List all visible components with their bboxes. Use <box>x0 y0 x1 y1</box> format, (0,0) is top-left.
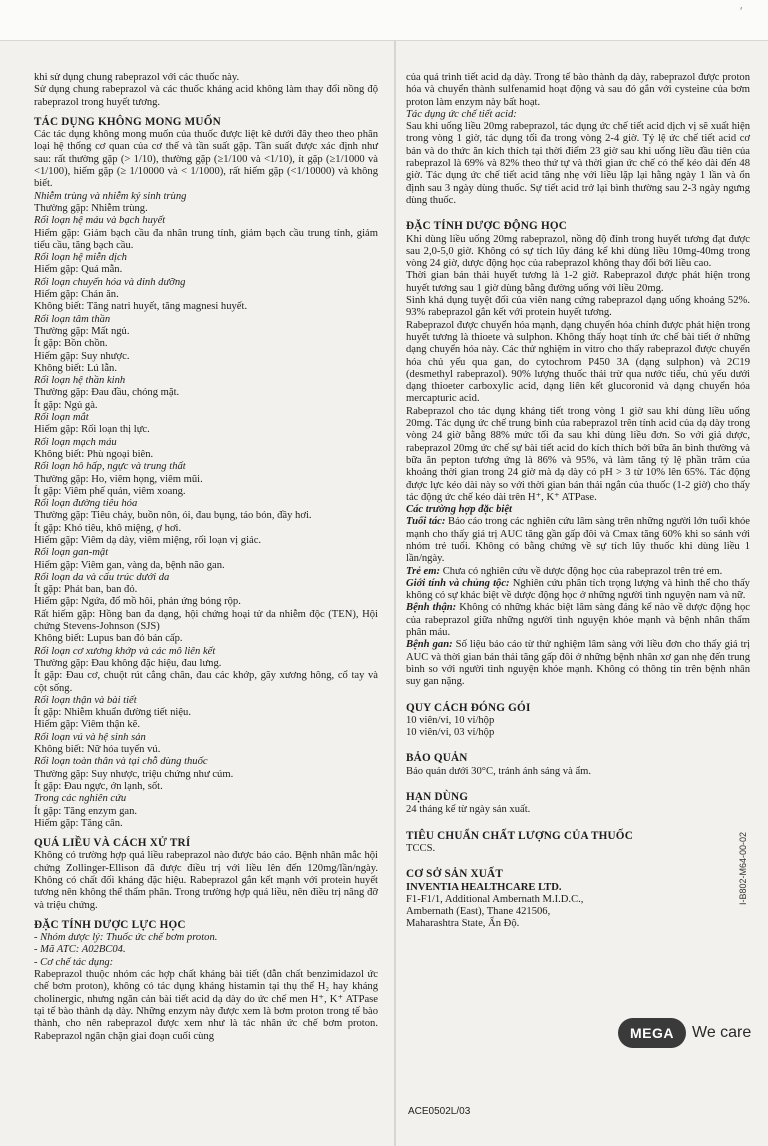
adverse-list <box>34 191 378 830</box>
adverse-frequency-line: Không biết: Phù ngoại biên. <box>34 448 154 460</box>
pk-para: Khi dùng liều uống 20mg rabeprazol, nồng độ đỉnh trong huyết tương đạt được sau 2,0-5,0 giờ. Không có sự tích lũy đáng kể khi dùng liều 10mg-40mg trong vòng 24 giờ, dược động học của rabeprazol không thay đổi bởi liều cao. <box>406 233 750 270</box>
special-case-label: Giới tính và chủng tộc: <box>406 577 510 589</box>
manufacturer-address: Ambernath (East), Thane 421506, <box>406 906 551 918</box>
mechanism-label: - Cơ chế tác dụng: <box>34 956 114 968</box>
special-case-text: Không có những khác biệt lâm sàng đáng kể nào về dược động học của rabeprazol giữa những người tình nguyện khỏe mạnh và bệnh nhân thẩm phân máu. <box>406 602 750 639</box>
organ-class-heading: Trong các nghiên cứu <box>34 793 127 805</box>
adverse-frequency-line: Hiếm gặp: Viêm dạ dày, viêm miệng, rối loạn vị giác. <box>34 534 262 546</box>
special-case-label: Tuổi tác: <box>406 516 446 528</box>
acid-effect-text: Sau khi uống liều 20mg rabeprazol, tác dụng ức chế tiết acid dịch vị sẽ xuất hiện trong vòng 1 giờ, tác dụng tối đa trong vòng 2-4 giờ. Tỷ lệ ức chế tiết acid cơ bản và do thức ăn kích thích tại thời điểm 23 giờ sau khi uống liều đầu tiên của rabeprazol là 69% và 82% theo thứ tự và thời gian ức chế có thể kéo dài đến 48 giờ. Tác dụng ức chế tiết acid tăng nhẹ với liều lặp lại hằng ngày 1 lần và ổn định sau 3 ngày dùng thuốc. Sự tiết acid trở lại bình thường sau 2-3 ngày ngưng dùng thuốc. <box>406 121 750 206</box>
adverse-frequency-line: Không biết: Nữ hóa tuyến vú. <box>34 744 161 756</box>
special-case-item <box>406 639 750 688</box>
right-column <box>406 72 750 931</box>
special-case-label: Trẻ em: <box>406 565 441 577</box>
adverse-frequency-line: Ít gặp: Khó tiêu, khô miệng, ợ hơi. <box>34 522 182 534</box>
quality-standard-text: TCCS. <box>406 842 436 854</box>
adverse-frequency-line: Hiếm gặp: Giảm bạch cầu đa nhân trung tính, giảm bạch cầu trung tính, giảm tiểu cầu, tăng bạch cầu. <box>34 227 378 251</box>
adverse-frequency-line: Hiếm gặp: Tăng cân. <box>34 817 123 829</box>
adverse-frequency-line: Thường gặp: Nhiễm trùng. <box>34 202 148 214</box>
organ-class-heading: Rối loạn toàn thân và tại chỗ dùng thuốc <box>34 756 208 768</box>
bottom-code: ACE0502L/03 <box>408 1106 471 1117</box>
adverse-frequency-line: Thường gặp: Ho, viêm họng, viêm mũi. <box>34 473 203 485</box>
special-case-label: Bệnh gan: <box>406 639 453 651</box>
adverse-title: TÁC DỤNG KHÔNG MONG MUỐN <box>34 115 221 128</box>
adverse-frequency-line: Ít gặp: Tăng enzym gan. <box>34 805 138 817</box>
adverse-frequency-line: Ít gặp: Đau cơ, chuột rút cẳng chân, đau các khớp, gãy xương hông, cổ tay và cột sống. <box>34 670 378 694</box>
mega-logo-pill: MEGA <box>618 1018 686 1048</box>
adverse-frequency-line: Hiếm gặp: Viêm gan, vàng da, bệnh não gan. <box>34 559 225 571</box>
packaging-line: 10 viên/vỉ, 10 vỉ/hộp <box>406 714 495 726</box>
adverse-frequency-line: Ít gặp: Ngủ gà. <box>34 399 98 411</box>
special-cases-label: Các trường hợp đặc biệt <box>406 504 512 516</box>
packaging-line: 10 viên/vỉ, 03 vỉ/hộp <box>406 727 495 739</box>
special-case-label: Bệnh thận: <box>406 602 457 614</box>
adverse-frequency-line: Ít gặp: Viêm phế quản, viêm xoang. <box>34 485 186 497</box>
organ-class-heading: Rối loạn cơ xương khớp và các mô liên kết <box>34 645 216 657</box>
adverse-frequency-line: Thường gặp: Mất ngủ. <box>34 325 130 337</box>
pharmacokinetics-title: ĐẶC TÍNH DƯỢC ĐỘNG HỌC <box>406 220 568 233</box>
storage-title: BẢO QUẢN <box>406 752 468 765</box>
organ-class-heading: Rối loạn hệ miễn dịch <box>34 252 127 264</box>
page-top-band <box>0 0 768 41</box>
special-cases-list <box>406 516 750 688</box>
organ-class-heading: Rối loạn vú và hệ sinh sản <box>34 731 146 743</box>
adverse-frequency-line: Thường gặp: Suy nhược, triệu chứng như cúm. <box>34 768 234 780</box>
adverse-frequency-line: Thường gặp: Đau không đặc hiệu, đau lưng. <box>34 657 222 669</box>
organ-class-heading: Rối loạn tâm thần <box>34 313 111 325</box>
pk-para: Rabeprazol được chuyển hóa mạnh, dạng chuyển hóa chính được phát hiện trong huyết tương là thioete và sulphon. Không thấy hoạt tính ức chế bài tiết ở những dạng chuyển hóa này. Các thử nghiệm in vitro cho thấy rabeprazol được chuyển hóa chủ yếu qua gan, do cytochrom P450 3A (dạng sulphon) và 2C19 (desmethyl rabeprazol). 90% lượng thuốc thải trừ qua nước tiểu, chủ yếu dưới dạng thioeter carboxylic acid, dạng liên kết glucoronid và dạng chuyển hóa mercapturic acid. <box>406 319 750 405</box>
mechanism-continued: của quá trình tiết acid dạ dày. Trong tế bào thành dạ dày, rabeprazol được proton hóa và chuyển thành sulfenamid hoạt động và sau đó gắn với cysteine của bơm proton làm enzym này bất hoạt. <box>406 72 750 108</box>
adverse-frequency-line: Ít gặp: Bồn chồn. <box>34 338 108 350</box>
manufacturer-name: INVENTIA HEALTHCARE LTD. <box>406 881 562 893</box>
special-case-item <box>406 578 750 603</box>
interaction-text-1: khi sử dụng chung rabeprazol với các thuốc này. <box>34 72 240 83</box>
organ-class-heading: Rối loạn hệ thần kinh <box>34 375 126 387</box>
organ-class-heading: Rối loạn hô hấp, ngực và trung thất <box>34 461 186 473</box>
interaction-text-2: Sử dụng chung rabeprazol và các thuốc kháng acid không làm thay đổi nồng độ rabeprazol trong huyết tương. <box>34 84 378 108</box>
packaging-title: QUY CÁCH ĐÓNG GÓI <box>406 701 531 714</box>
fold-line <box>394 40 396 1146</box>
pharmacodynamics-title: ĐẶC TÍNH DƯỢC LỰC HỌC <box>34 918 186 931</box>
acid-effect-label: Tác dụng ức chế tiết acid: <box>406 108 517 120</box>
manufacturer-address: Maharashtra State, Ấn Độ. <box>406 918 520 930</box>
adverse-frequency-line: Không biết: Tăng natri huyết, tăng magnesi huyết. <box>34 301 248 313</box>
organ-class-heading: Rối loạn da và cấu trúc dưới da <box>34 571 170 583</box>
adverse-frequency-line: Ít gặp: Nhiễm khuẩn đường tiết niệu. <box>34 707 191 719</box>
adverse-frequency-line: Không biết: Lú lẫn. <box>34 362 117 374</box>
storage-text: Bảo quản dưới 30°C, tránh ánh sáng và ẩm. <box>406 765 592 777</box>
special-case-text: Báo cáo trong các nghiên cứu lâm sàng trên những người lớn tuổi khỏe mạnh cho thấy giá trị AUC tăng gần gấp đôi và Cmax tăng 60% khi so sánh với nhóm trẻ tuổi. Không có bằng chứng về sự tích lũy thuốc khi dùng liều 1 lần/ngày. <box>406 516 750 565</box>
manufacturer-title: CƠ SỞ SẢN XUẤT <box>406 868 503 881</box>
left-column <box>34 72 378 1043</box>
expiry-text: 24 tháng kể từ ngày sản xuất. <box>406 804 531 816</box>
special-case-item <box>406 516 750 565</box>
organ-class-heading: Rối loạn gan-mật <box>34 547 109 559</box>
corner-mark: ʹ <box>740 4 743 18</box>
expiry-title: HẠN DÙNG <box>406 791 469 804</box>
adverse-frequency-line: Rất hiếm gặp: Hồng ban đa dạng, hội chứng hoại tử da nhiễm độc (TEN), Hội chứng Stevens-Johnson (SJS) <box>34 608 378 633</box>
adverse-frequency-line: Thường gặp: Đau đầu, chóng mặt. <box>34 387 180 399</box>
manufacturer-address: F1-F1/1, Additional Ambernath M.I.D.C., <box>406 893 584 905</box>
overdose-text: Không có trường hợp quá liều rabeprazol nào được báo cáo. Bệnh nhân mắc hội chứng Zollinger-Ellison đã được điều trị với liều lên đến 120mg/lần/ngày. Không có chất đối kháng đặc hiệu. Rabeprazol gắn kết mạnh với protein huyết tương nên không thể thẩm phân. Trong trường hợp quá liều, nên điều trị nâng đỡ và triệu chứng. <box>34 850 378 911</box>
adverse-frequency-line: Hiếm gặp: Chán ăn. <box>34 289 119 301</box>
adverse-frequency-line: Hiếm gặp: Suy nhược. <box>34 350 130 362</box>
organ-class-heading: Rối loạn hệ máu và bạch huyết <box>34 215 166 227</box>
mega-logo <box>618 1018 758 1048</box>
organ-class-heading: Rối loạn mắt <box>34 412 89 424</box>
organ-class-heading: Nhiễm trùng và nhiễm ký sinh trùng <box>34 190 187 202</box>
adverse-frequency-line: Ít gặp: Phát ban, ban đỏ. <box>34 584 138 596</box>
pk-para: Sinh khả dụng tuyệt đối của viên nang cứng rabeprazol dạng uống khoảng 52%. 93% rabeprazol gắn kết với protein huyết tương. <box>406 295 750 319</box>
special-case-text: Nghiên cứu phân tích trọng lượng và hình thể cho thấy không có sự khác biệt về dược động học ở những người tình nguyện nam và nữ. <box>406 577 750 602</box>
adverse-intro: Các tác dụng không mong muốn của thuốc được liệt kê dưới đây theo theo phân loại hệ thống cơ quan của cơ thể và tần suất gặp. Tần suất được xác định như sau: rất thường gặp (> 1/10), thường gặp (≥1/100 và <1/10), ít gặp (≥1/1000 và <1/100), hiếm gặp (≥ 1/10000 và < 1/1000), rất hiếm gặp (<1/10000) và không biết. <box>34 129 378 190</box>
adverse-frequency-line: Hiếm gặp: Ngứa, đổ mồ hôi, phản ứng bóng rộp. <box>34 596 241 608</box>
adverse-frequency-line: Hiếm gặp: Rối loạn thị lực. <box>34 424 150 436</box>
atc-code: - Mã ATC: A02BC04. <box>34 944 126 956</box>
pk-para: Thời gian bán thải huyết tương là 1-2 giờ. Rabeprazol được phát hiện trong huyết tương sau 1 giờ dùng bằng đường uống với liều 20mg. <box>406 270 750 294</box>
special-case-text: Số liệu báo cáo từ thử nghiệm lâm sàng với liều đơn cho thấy giá trị AUC và thời gian bán thải tăng gấp đôi ở những bệnh nhân xơ gan nhẹ đến trung bình so với người tình nguyện khỏe mạnh. Không có thông tin trên bệnh nhân suy gan nặng. <box>406 639 751 688</box>
organ-class-heading: Rối loạn thận và bài tiết <box>34 694 137 706</box>
mechanism-text: Rabeprazol thuộc nhóm các hợp chất kháng bài tiết (dẫn chất benzimidazol ức chế bơm proton), không có tác dụng kháng histamin tại thụ thể H₂ hay kháng cholinergic, nhưng ngăn cản bài tiết acid dạ dày do ức chế men H⁺, K⁺ ATPase tại tế bào thành dạ dày. Những enzym này được xem là bơm proton trong tế bào thành, cho nên rabeprazol được xem như là tác nhân ức chế bơm proton. Rabeprazol ngăn chặn giai đoạn cuối cùng <box>34 969 378 1042</box>
organ-class-heading: Rối loạn mạch máu <box>34 436 117 448</box>
organ-class-heading: Rối loạn đường tiêu hóa <box>34 498 138 510</box>
quality-standard-title: TIÊU CHUẨN CHẤT LƯỢNG CỦA THUỐC <box>406 829 633 842</box>
pk-para: Rabeprazol cho tác dụng kháng tiết trong vòng 1 giờ sau khi dùng liều uống 20mg. Tác dụng ức chế trung bình của rabeprazol trên tính acid của dạ dày trong vòng 24 giờ bằng 88% mức tối đa sau khi dùng liều đơn. So với giả dược, rabeprazol 20mg ức chế sự bài tiết acid do kích thích bởi bữa ăn bình thường và bữa ăn pepton tương ứng là 86% và 95%, và làm tăng tỷ lệ phần trăm của khoảng thời gian trong 24 giờ mà dạ dày có pH > 3 từ 10% lên 65%. Tác động được lực kéo dài này so với thời gian bán thải ngắn của thuốc (1-2 giờ) cho thấy tác động ức chế kéo dài trên H⁺, K⁺ ATPase. <box>406 405 750 503</box>
adverse-frequency-line: Không biết: Lupus ban đỏ bán cấp. <box>34 633 183 645</box>
adverse-frequency-line: Hiếm gặp: Quá mẫn. <box>34 264 123 276</box>
mega-tagline: We care <box>692 1024 752 1041</box>
adverse-frequency-line: Ít gặp: Đau ngực, ớn lạnh, sốt. <box>34 780 163 792</box>
adverse-frequency-line: Thường gặp: Tiêu chảy, buồn nôn, ói, đau bụng, táo bón, đầy hơi. <box>34 510 312 522</box>
special-case-item <box>406 566 750 578</box>
side-code: I-B802-M64-00-02 <box>738 831 748 905</box>
organ-class-heading: Rối loạn chuyển hóa và dinh dưỡng <box>34 276 186 288</box>
overdose-title: QUÁ LIỀU VÀ CÁCH XỬ TRÍ <box>34 837 191 850</box>
special-case-text: Chưa có nghiên cứu về dược động học của rabeprazol trên trẻ em. <box>442 565 723 577</box>
special-case-item <box>406 602 750 639</box>
pharmacologic-group: - Nhóm dược lý: Thuốc ức chế bơm proton. <box>34 932 218 944</box>
adverse-frequency-line: Hiếm gặp: Viêm thận kẽ. <box>34 719 140 731</box>
